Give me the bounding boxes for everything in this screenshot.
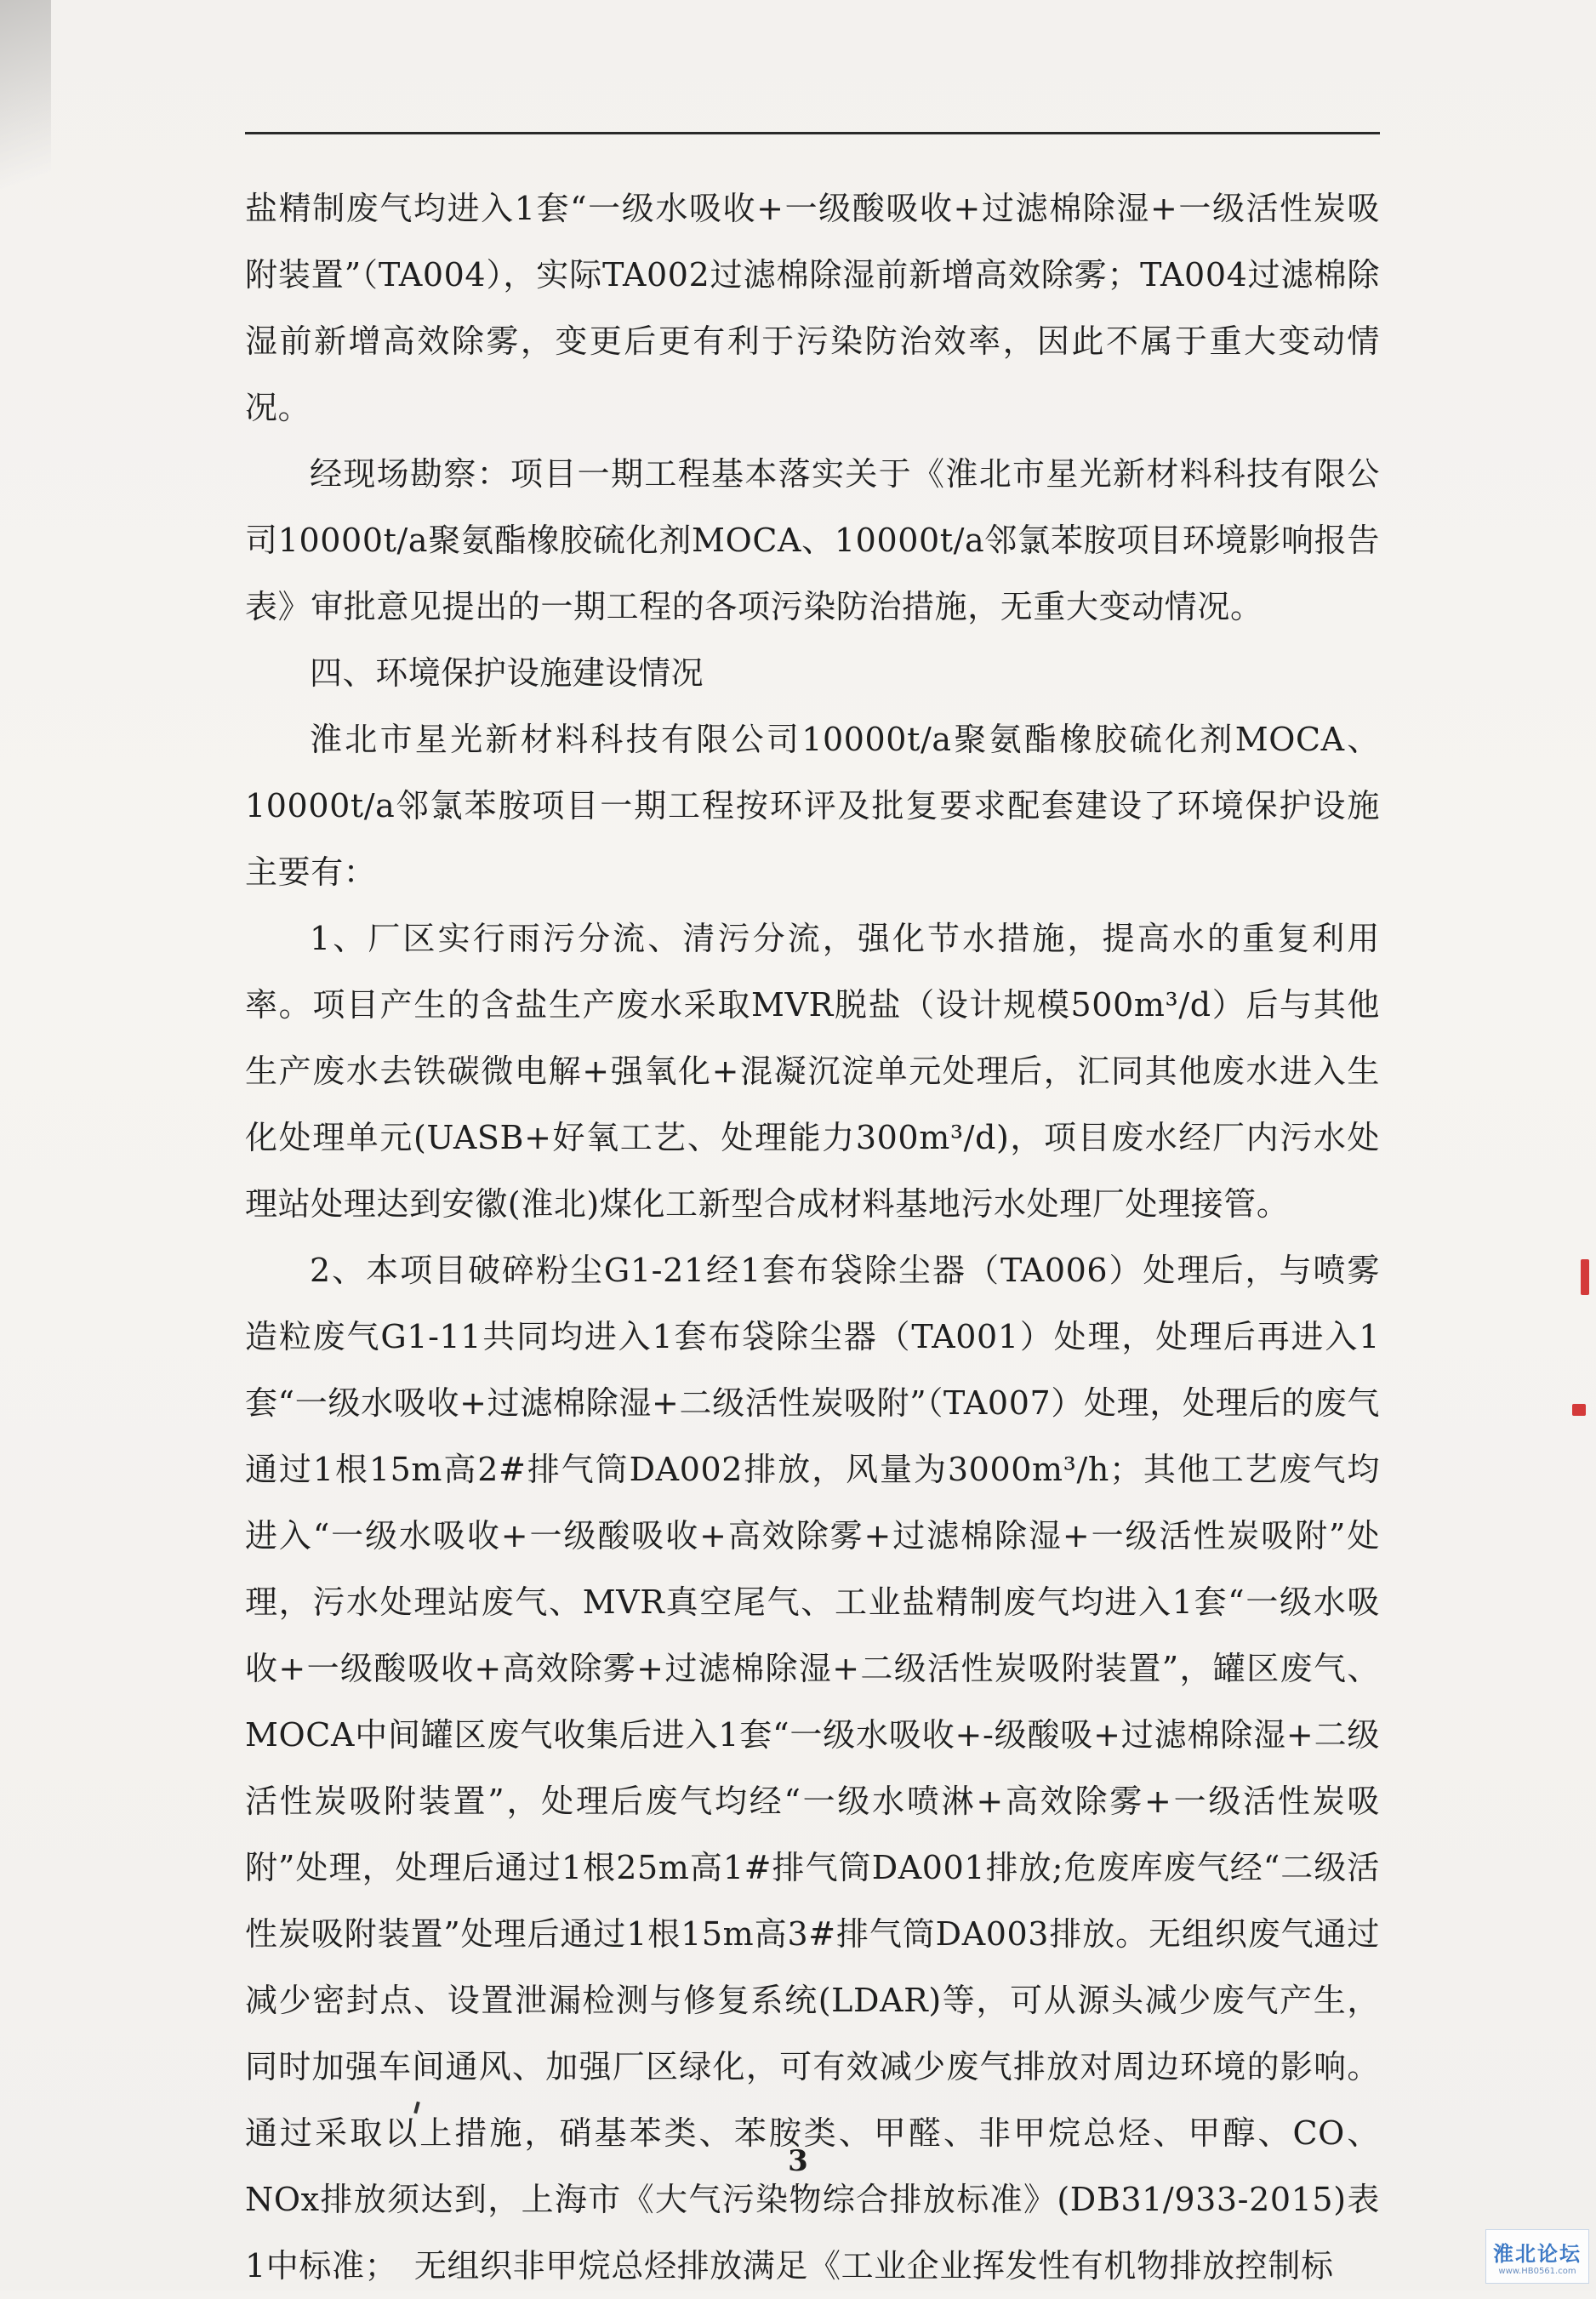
paragraph: 经现场勘察：项目一期工程基本落实关于《淮北市星光新材料科技有限公司10000t/a聚氨酯橡胶硫化剂MOCA、10000t/a邻氯苯胺项目环境影响报告表》审批意见提出的一期工程的各项污染防治措施，无重大变动情况。	[245, 455, 1380, 625]
site-watermark	[1485, 2229, 1589, 2284]
document-body	[245, 175, 1380, 2299]
paragraph: 淮北市星光新材料科技有限公司10000t/a聚氨酯橡胶硫化剂MOCA、10000t/a邻氯苯胺项目一期工程按环评及批复要求配套建设了环境保护设施主要有：	[245, 721, 1380, 891]
paragraph: 2、本项目破碎粉尘G1-21经1套布袋除尘器（TA006）处理后，与喷雾造粒废气G1-11共同均进入1套布袋除尘器（TA001）处理，处理后再进入1套“一级水吸收+过滤棉除湿+二级活性炭吸附”（TA007）处理，处理后的废气通过1根15m高2#排气筒DA002排放，风量为3000m³/h；其他工艺废气均进入“一级水吸收+一级酸吸收+高效除雾+过滤棉除湿+一级活性炭吸附”处理，污水处理站废气、MVR真空尾气、工业盐精制废气均进入1套“一级水吸收+一级酸吸收+高效除雾+过滤棉除湿+二级活性炭吸附装置”，罐区废气、MOCA中间罐区废气收集后进入1套“一级水吸收+-级酸吸+过滤棉除湿+二级活性炭吸附装置”，处理后废气均经“一级水喷淋+高效除雾+一级活性炭吸附”处理，处理后通过1根25m高1#排气筒DA001排放;危废库废气经“二级活性炭吸附装置”处理后通过1根15m高3#排气筒DA003排放。无组织废气通过减少密封点、设置泄漏检测与修复系统(LDAR)等，可从源头减少废气产生，同时加强车间通风、加强厂区绿化，可有效减少废气排放对周边环境的影响。通过采取以上措施，硝基苯类、苯胺类、甲醛、非甲烷总烃、甲醇、CO、NOx排放须达到，上海市《大气污染物综合排放标准》(DB31/933-2015)表1中标准； 无组织非甲烷总烃排放满足《工业企业挥发性有机物排放控制标	[245, 1252, 1380, 2285]
page-number: 3	[788, 2144, 808, 2178]
watermark-name: 淮北论坛	[1493, 2242, 1582, 2266]
stamp-fragment	[1572, 1404, 1586, 1416]
paragraph: 1、厂区实行雨污分流、清污分流，强化节水措施，提高水的重复利用率。项目产生的含盐生产废水采取MVR脱盐（设计规模500m³/d）后与其他生产废水去铁碳微电解+强氧化+混凝沉淀单元处理后，汇同其他废水进入生化处理单元(UASB+好氧工艺、处理能力300m³/d)，项目废水经厂内污水处理站处理达到安徽(淮北)煤化工新型合成材料基地污水处理厂处理接管。	[245, 920, 1380, 1223]
section-heading: 四、环境保护设施建设情况	[310, 654, 704, 692]
header-rule	[245, 132, 1380, 134]
paragraph: 盐精制废气均进入1套“一级水吸收+一级酸吸收+过滤棉除湿+一级活性炭吸附装置”（TA004），实际TA002过滤棉除湿前新增高效除雾；TA004过滤棉除湿前新增高效除雾，变更后更有利于污染防治效率，因此不属于重大变动情况。	[245, 190, 1380, 426]
stamp-fragment	[1581, 1259, 1589, 1295]
watermark-url: www.HB0561.com	[1498, 2267, 1576, 2276]
paper-fold-shadow	[0, 0, 51, 255]
